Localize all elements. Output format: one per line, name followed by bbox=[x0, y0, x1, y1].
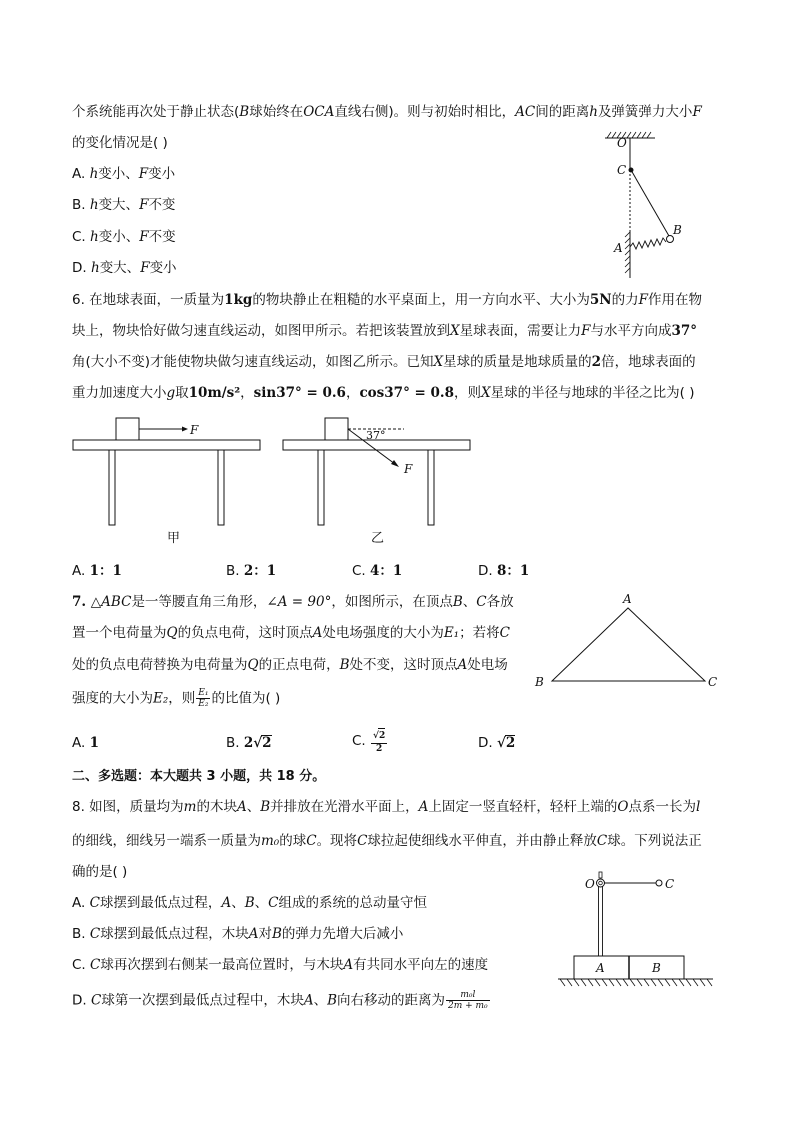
math-var: B bbox=[452, 594, 463, 610]
text: 球。下列说法正 bbox=[607, 833, 702, 849]
math-var: X bbox=[450, 323, 460, 339]
numerator: E₁ bbox=[198, 688, 209, 698]
text: ， bbox=[345, 385, 360, 401]
label-O: O bbox=[585, 877, 595, 891]
question-number: 7. bbox=[72, 594, 91, 610]
math-value: cos37° = 0.8 bbox=[359, 385, 455, 401]
text: 块上，物块恰好做匀速直线运动，如图甲所示。若把该装置放到 bbox=[72, 323, 450, 339]
math-expr: ∠A = 90° bbox=[266, 594, 332, 610]
option-letter: D. bbox=[72, 260, 87, 276]
q8-stem-line-2 bbox=[72, 831, 702, 851]
text: ，如图所示，在顶点 bbox=[331, 594, 453, 610]
math-var: C bbox=[596, 833, 608, 849]
q6-option-b[interactable] bbox=[226, 561, 276, 581]
option-letter: C. bbox=[352, 563, 366, 579]
caption-jia: 甲 bbox=[167, 531, 181, 546]
text: 作用在物 bbox=[647, 292, 702, 308]
math-var: B bbox=[244, 895, 255, 911]
text: 的负点电荷，这时顶点 bbox=[177, 625, 313, 641]
text: 是一等腰直角三角形， bbox=[131, 594, 267, 610]
math-var: F bbox=[140, 260, 150, 276]
text: 、 bbox=[313, 992, 328, 1009]
text: 的比值为( ) bbox=[211, 690, 281, 707]
text: 处不变，这时顶点 bbox=[349, 657, 458, 673]
math-value: 1kg bbox=[224, 292, 253, 308]
q5-option-c[interactable] bbox=[72, 227, 176, 247]
fraction bbox=[196, 688, 210, 709]
math-var: B bbox=[271, 926, 282, 942]
q6-option-a[interactable] bbox=[72, 561, 122, 581]
math-var: C bbox=[89, 895, 100, 911]
text: 变小 bbox=[148, 166, 176, 182]
section-text: 本大题共 3 小题，共 18 分。 bbox=[150, 769, 326, 784]
math-var: A bbox=[343, 957, 354, 973]
text: 重力加速度大小 bbox=[72, 385, 167, 401]
fraction bbox=[446, 990, 490, 1011]
math-var: A bbox=[221, 895, 232, 911]
q8-option-a[interactable] bbox=[72, 893, 427, 913]
text: ， bbox=[240, 385, 254, 401]
text: 向右移动的距离为 bbox=[337, 992, 445, 1009]
option-letter: C. bbox=[72, 229, 86, 245]
text: 变大、 bbox=[98, 197, 140, 213]
math-var: A bbox=[418, 799, 429, 815]
q5-option-d[interactable] bbox=[72, 258, 177, 278]
fraction: $\frac{√2}{2}$ bbox=[371, 728, 387, 754]
math-var: X bbox=[481, 385, 491, 401]
math-var: h bbox=[89, 166, 99, 182]
text: 变大、 bbox=[99, 260, 141, 276]
option-value: 8：1 bbox=[496, 563, 530, 579]
text: 组成的系统的总动量守恒 bbox=[278, 895, 427, 911]
force-label: F bbox=[404, 462, 413, 476]
text: 6. 在地球表面，一质量为 bbox=[72, 292, 225, 308]
angle-label: 37° bbox=[366, 429, 386, 442]
q6-stem-line-2 bbox=[72, 321, 697, 341]
math-value: 37° bbox=[671, 323, 698, 339]
math-var: OCA bbox=[303, 104, 335, 120]
text: ，则 bbox=[168, 690, 196, 707]
numerator: m₀l bbox=[446, 990, 490, 1001]
option-letter: B. bbox=[72, 926, 86, 942]
math-var: C bbox=[90, 957, 101, 973]
q5-option-a[interactable] bbox=[72, 164, 175, 184]
option-letter: A. bbox=[72, 735, 86, 751]
option-letter: D. bbox=[72, 992, 87, 1009]
text: 的球 bbox=[279, 833, 307, 849]
option-letter: B. bbox=[226, 735, 240, 751]
math-var: C bbox=[476, 594, 487, 610]
option-value: 2 bbox=[243, 735, 254, 751]
q7-stem-line-4 bbox=[72, 688, 280, 709]
option-value: 1 bbox=[89, 735, 99, 751]
q6-stem-line-1 bbox=[72, 290, 702, 310]
text: 、 bbox=[246, 799, 261, 815]
option-letter: D. bbox=[478, 735, 493, 751]
math-var: Q bbox=[247, 657, 259, 673]
math-var: A bbox=[236, 799, 247, 815]
text: 变小、 bbox=[98, 229, 140, 245]
math-value: sin37° = 0.6 bbox=[253, 385, 346, 401]
text: 个系统能再次处于静止状态( bbox=[72, 104, 240, 120]
denominator: E₂ bbox=[198, 699, 209, 709]
text: 的细线，细线另一端系一质量为 bbox=[72, 833, 261, 849]
math-var: F bbox=[581, 323, 591, 339]
text: 球拉起使细线水平伸直，并由静止释放 bbox=[367, 833, 597, 849]
text: 星球的质量是地球质量的 bbox=[443, 354, 592, 370]
text: 的正点电荷， bbox=[258, 657, 340, 673]
text: 置一个电荷量为 bbox=[72, 625, 167, 641]
section-heading-multiple-choice bbox=[72, 767, 325, 787]
text: 、 bbox=[231, 895, 245, 911]
math-var: C bbox=[90, 992, 102, 1009]
math-value: 10m/s² bbox=[188, 385, 241, 401]
text: 有共同水平向左的速度 bbox=[353, 957, 489, 973]
text: 星球表面，需要让力 bbox=[459, 323, 582, 339]
text: 处电场强度的大小为 bbox=[322, 625, 444, 641]
q6-figure-jia bbox=[72, 415, 262, 530]
q6-option-d[interactable] bbox=[478, 561, 529, 581]
text: 球再次摆到右侧某一最高位置时，与木块 bbox=[100, 957, 344, 973]
math-var: C bbox=[268, 895, 279, 911]
math-value: 5N bbox=[589, 292, 612, 308]
math-var: B bbox=[239, 104, 250, 120]
text: 对 bbox=[258, 926, 272, 942]
text: 与水平方向成 bbox=[590, 323, 672, 339]
q8-stem-line-1 bbox=[72, 797, 700, 817]
text: 变小 bbox=[149, 260, 177, 276]
math-var: B bbox=[327, 992, 337, 1009]
math-var: B bbox=[260, 799, 271, 815]
math-var: F bbox=[139, 197, 149, 213]
q5-stem-line-1 bbox=[72, 102, 702, 122]
text: 上固定一竖直轻杆，轻杆上端的 bbox=[428, 799, 618, 815]
q6-stem-line-3 bbox=[72, 352, 696, 372]
q6-option-c[interactable] bbox=[352, 561, 402, 581]
math-var: O bbox=[617, 799, 629, 815]
text: 球第一次摆到最低点过程中，木块 bbox=[101, 992, 304, 1009]
text: 取 bbox=[175, 385, 189, 401]
math-var: F bbox=[692, 104, 702, 120]
text: 。现将 bbox=[316, 833, 358, 849]
math-var: △ABC bbox=[90, 594, 132, 610]
option-letter: C. bbox=[352, 733, 366, 749]
q7-option-d[interactable]: D. √2 bbox=[478, 735, 516, 751]
math-var: A bbox=[312, 625, 323, 641]
label-B: B bbox=[652, 961, 661, 975]
option-value: 2：1 bbox=[243, 563, 277, 579]
option-letter: D. bbox=[478, 563, 493, 579]
text: 强度的大小为 bbox=[72, 690, 153, 707]
label-C: C bbox=[617, 163, 627, 177]
text: 球摆到最低点过程，木块 bbox=[100, 926, 249, 942]
q8-option-c[interactable] bbox=[72, 955, 488, 975]
option-letter: C. bbox=[72, 957, 86, 973]
math-var: l bbox=[695, 799, 701, 815]
math-var: h bbox=[89, 197, 99, 213]
math-var: A bbox=[248, 926, 259, 942]
label-A: A bbox=[614, 241, 623, 255]
sqrt-radicand: 2 bbox=[378, 728, 385, 743]
text: 及弹簧弹力大小 bbox=[597, 104, 693, 120]
text: 处电场 bbox=[467, 657, 508, 673]
q7-option-c[interactable] bbox=[352, 728, 388, 754]
option-letter: A. bbox=[72, 895, 86, 911]
label-B: B bbox=[673, 223, 682, 237]
denominator: 2m + m₀ bbox=[448, 1001, 488, 1011]
math-var: F bbox=[138, 166, 149, 182]
text: 变小、 bbox=[98, 166, 139, 182]
text: 角(大小不变)才能使物块做匀速直线运动，如图乙所示。已知 bbox=[72, 354, 434, 370]
text: 的弹力先增大后减小 bbox=[281, 926, 404, 942]
text: 球始终在 bbox=[249, 104, 304, 120]
text: 的木块 bbox=[196, 799, 237, 815]
q8-stem-line-3: 确的是( ) bbox=[72, 864, 128, 880]
text: ；若将 bbox=[459, 625, 500, 641]
math-var: A bbox=[457, 657, 468, 673]
q7-stem-line-2 bbox=[72, 623, 510, 643]
math-var: X bbox=[433, 354, 444, 370]
text: 的物块静止在粗糙的水平桌面上，用一方向水平、大小为 bbox=[252, 292, 590, 308]
math-var: E₁ bbox=[443, 625, 460, 641]
text: ，则 bbox=[454, 385, 482, 401]
sqrt-radicand: 2 bbox=[505, 735, 516, 751]
math-var: B bbox=[339, 657, 350, 673]
q7-option-b[interactable]: B. 2√2 bbox=[226, 735, 272, 751]
text: 直线右侧)。则与初始时相比， bbox=[334, 104, 516, 120]
q7-option-a[interactable] bbox=[72, 733, 99, 753]
math-var: C bbox=[306, 833, 317, 849]
force-label: F bbox=[190, 423, 199, 437]
option-value: 1：1 bbox=[89, 563, 122, 579]
q8-option-b[interactable] bbox=[72, 924, 403, 944]
text: 、 bbox=[462, 594, 477, 610]
text: 间的距离 bbox=[535, 104, 590, 120]
math-var: Q bbox=[166, 625, 178, 641]
option-letter: A. bbox=[72, 563, 86, 579]
caption-yi: 乙 bbox=[371, 531, 385, 546]
text: 处的负点电荷替换为电荷量为 bbox=[72, 657, 248, 673]
text: 不变 bbox=[148, 197, 176, 213]
text: 倍，地球表面的 bbox=[601, 354, 696, 370]
math-var: E₂ bbox=[153, 690, 169, 707]
vertex-C: C bbox=[708, 675, 718, 689]
text: 、 bbox=[254, 895, 269, 911]
math-var: C bbox=[89, 926, 101, 942]
label-C: C bbox=[665, 877, 675, 891]
q7-stem-line-1 bbox=[72, 592, 514, 612]
label-A: A bbox=[596, 961, 605, 975]
vertex-A: A bbox=[623, 592, 632, 606]
q6-stem-line-4 bbox=[72, 383, 694, 403]
math-var: h bbox=[589, 104, 598, 120]
option-letter: A. bbox=[72, 166, 86, 182]
q8-figure bbox=[548, 870, 728, 995]
math-var: m bbox=[183, 799, 197, 815]
vertex-B: B bbox=[535, 675, 544, 689]
q5-figure bbox=[600, 130, 700, 280]
sqrt-radicand: 2 bbox=[262, 735, 272, 751]
denominator: 2 bbox=[375, 744, 383, 754]
math-var: C bbox=[499, 625, 510, 641]
option-value: 4：1 bbox=[370, 563, 403, 579]
text: 点系一长为 bbox=[628, 799, 696, 815]
section-prefix: 二、多选题： bbox=[72, 769, 151, 784]
math-var: g bbox=[166, 385, 176, 401]
q5-option-b[interactable] bbox=[72, 195, 175, 215]
math-var: F bbox=[638, 292, 648, 308]
text: 球摆到最低点过程， bbox=[99, 895, 222, 911]
label-O: O bbox=[617, 136, 627, 150]
text: 各放 bbox=[486, 594, 514, 610]
math-var: h bbox=[90, 260, 100, 276]
math-var: C bbox=[357, 833, 368, 849]
math-var: h bbox=[90, 229, 99, 245]
text: 的力 bbox=[611, 292, 639, 308]
math-var: m₀ bbox=[261, 833, 280, 849]
text: 并排放在光滑水平面上， bbox=[270, 799, 419, 815]
math-var: A bbox=[303, 992, 314, 1009]
math-var: F bbox=[139, 229, 149, 245]
q7-figure-triangle bbox=[530, 590, 725, 690]
q5-stem-line-2: 的变化情况是( ) bbox=[72, 135, 168, 151]
option-letter: B. bbox=[72, 197, 86, 213]
option-letter: B. bbox=[226, 563, 240, 579]
q7-stem-line-3 bbox=[72, 655, 508, 675]
math-value: 2 bbox=[591, 354, 602, 370]
math-var: AC bbox=[515, 104, 536, 120]
text: 8. 如图，质量均为 bbox=[72, 799, 184, 815]
q8-option-d[interactable] bbox=[72, 990, 491, 1011]
text: 星球的半径与地球的半径之比为( ) bbox=[490, 385, 695, 401]
q6-figure-yi bbox=[282, 415, 472, 530]
text: 不变 bbox=[148, 229, 176, 245]
